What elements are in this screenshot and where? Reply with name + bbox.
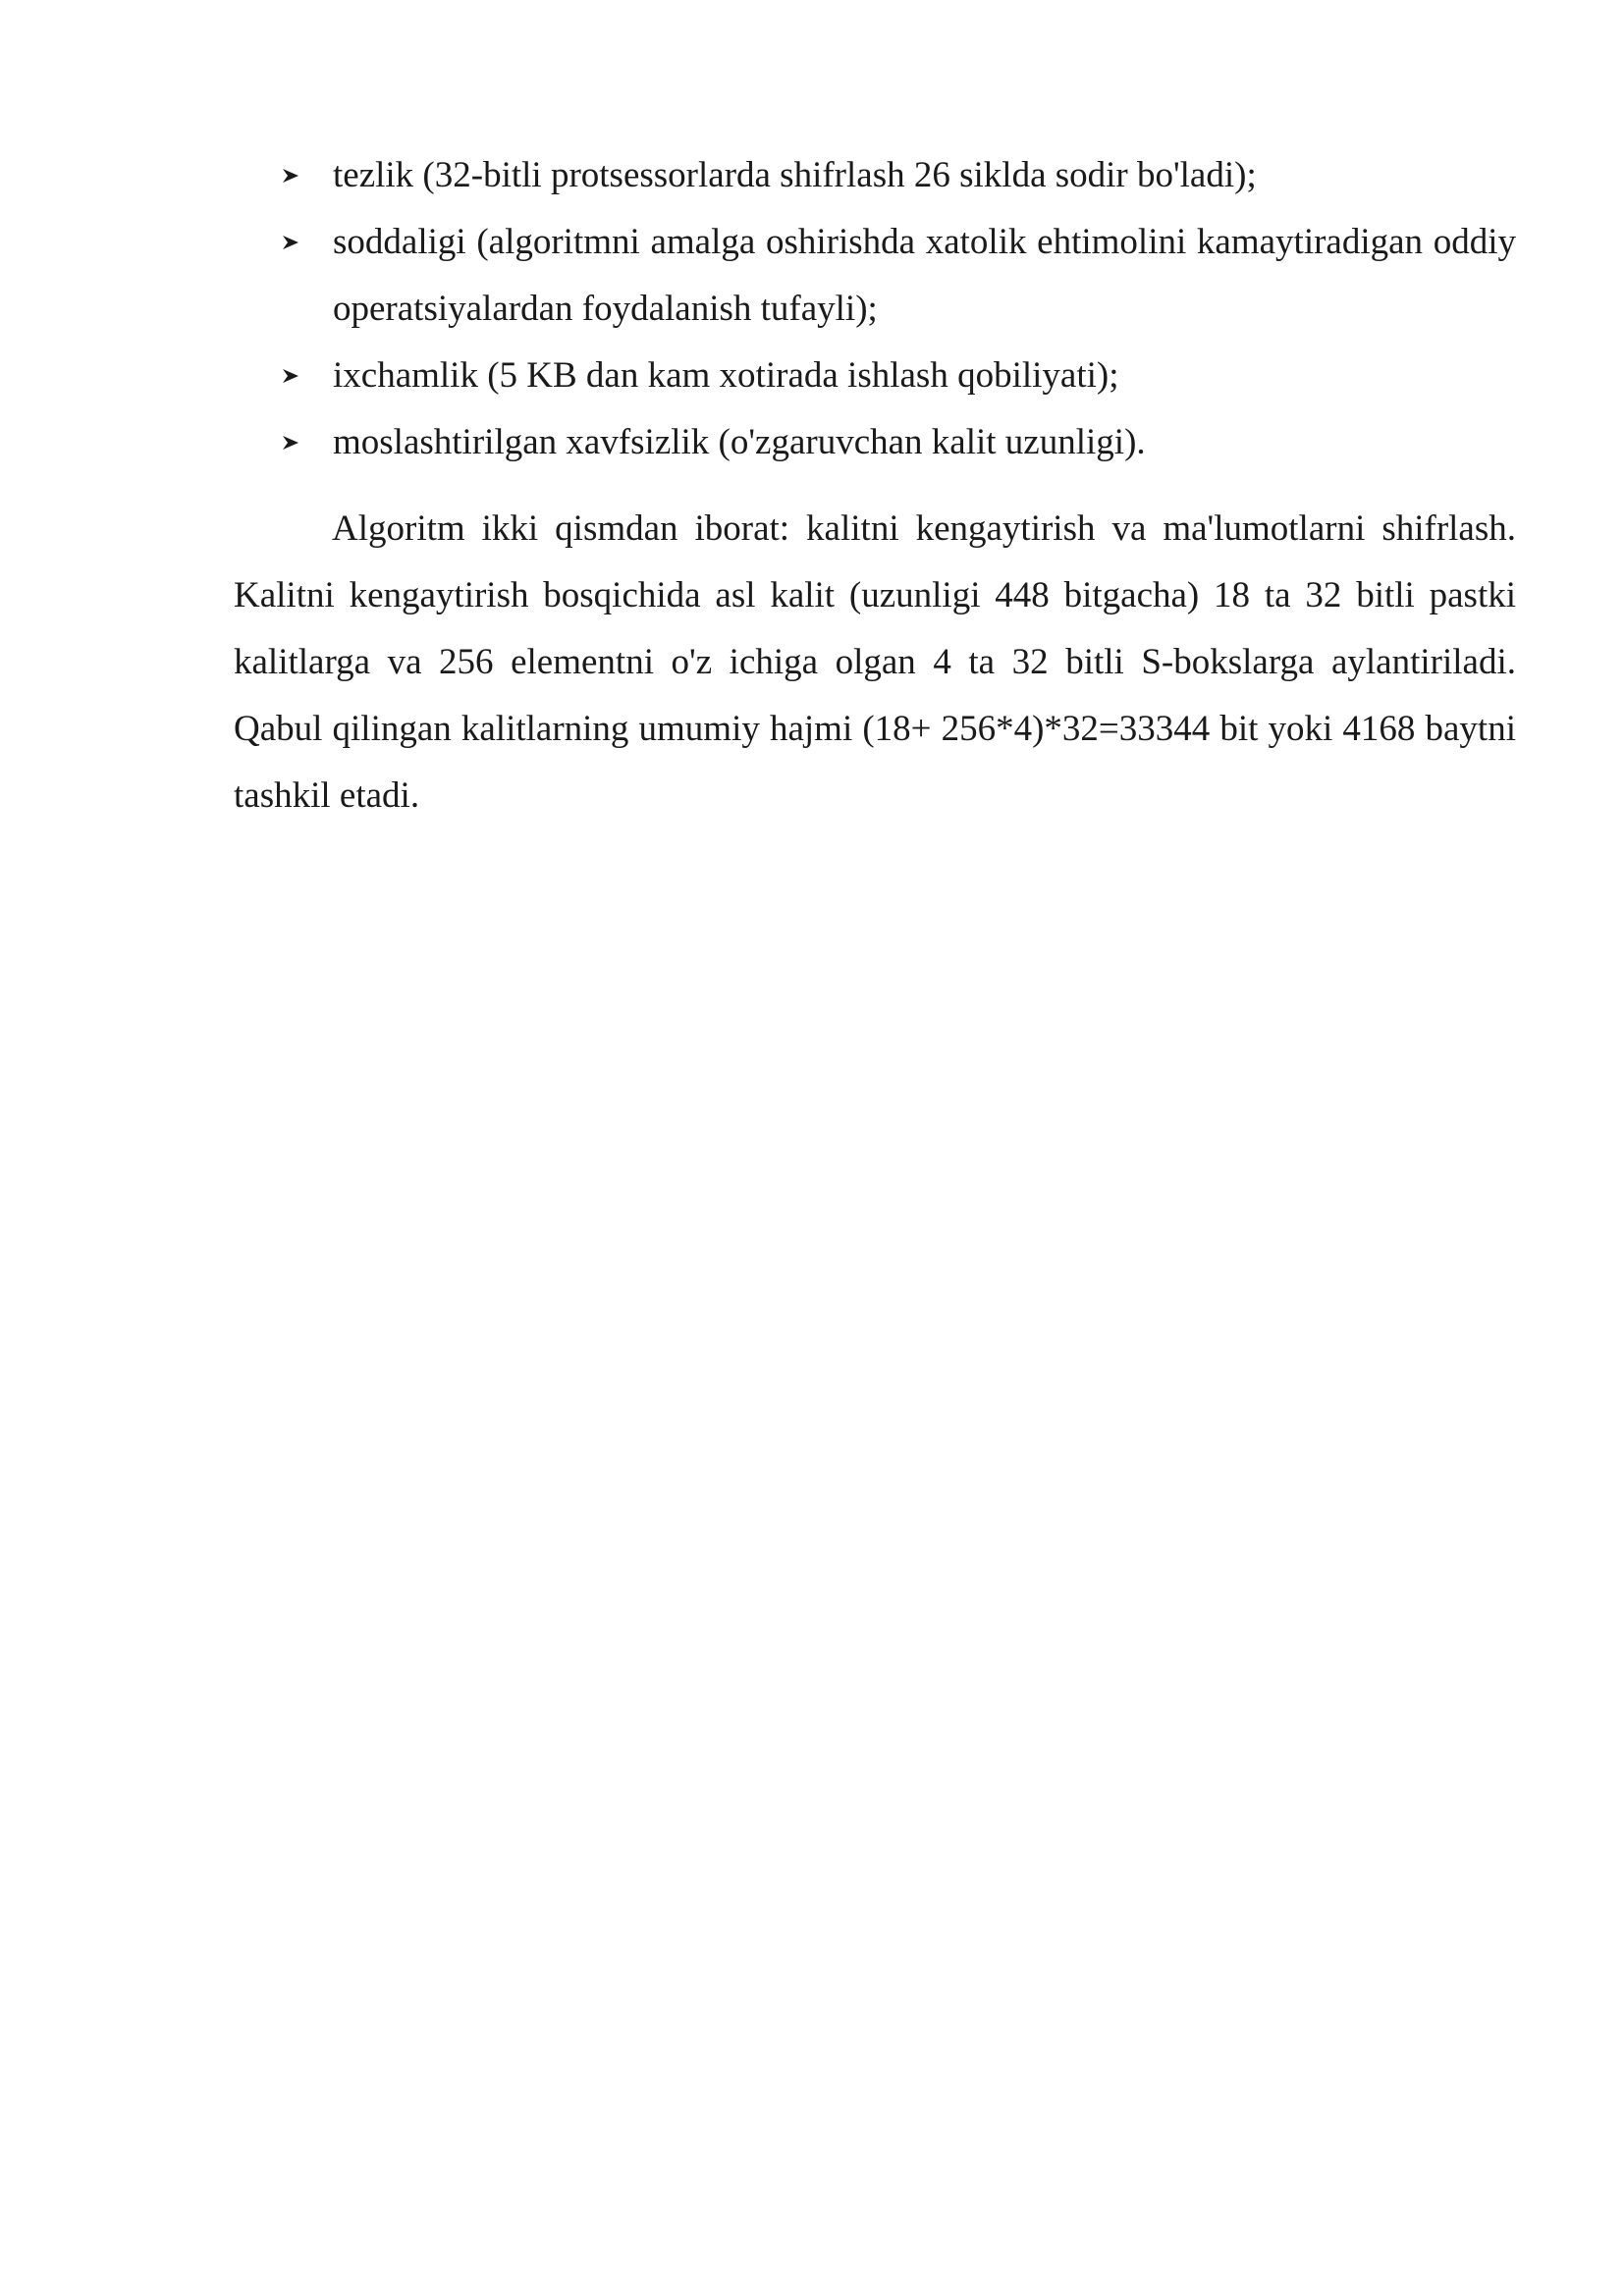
list-item	[234, 409, 1516, 476]
document-body	[234, 142, 1516, 829]
arrowhead-bullet-icon	[283, 409, 312, 476]
list-item-text: tezlik (32-bitli protsessorlarda shifrlash 26 siklda sodir bo'ladi);	[333, 155, 1257, 195]
list-item-text: moslashtirilgan xavfsizlik (o'zgaruvchan kalit uzunligi).	[333, 422, 1146, 462]
arrowhead-bullet-icon	[283, 209, 312, 276]
list-item	[234, 209, 1516, 343]
list-item	[234, 343, 1516, 409]
arrowhead-bullet-icon	[283, 142, 312, 209]
list-item-text: ixchamlik (5 KB dan kam xotirada ishlash qobiliyati);	[333, 355, 1119, 396]
arrowhead-bullet-icon	[283, 343, 312, 409]
list-item-text: soddaligi (algoritmni amalga oshirishda xatolik ehtimolini kamaytiradigan oddiy operatsiyalardan foydalanish tufayli);	[333, 222, 1516, 329]
list-item	[234, 142, 1516, 209]
feature-list	[234, 142, 1516, 476]
body-paragraph: Algoritm ikki qismdan iborat: kalitni kengaytirish va ma'lumotlarni shifrlash. Kalitni kengaytirish bosqichida asl kalit (uzunligi 448 bitgacha) 18 ta 32 bitli pastki kalitlarga va 256 elementni o'z ichiga olgan 4 ta 32 bitli S-bokslarga aylantiriladi. Qabul qilingan kalitlarning umumiy hajmi (18+ 256*4)*32=33344 bit yoki 4168 baytni tashkil etadi.	[234, 508, 1516, 816]
